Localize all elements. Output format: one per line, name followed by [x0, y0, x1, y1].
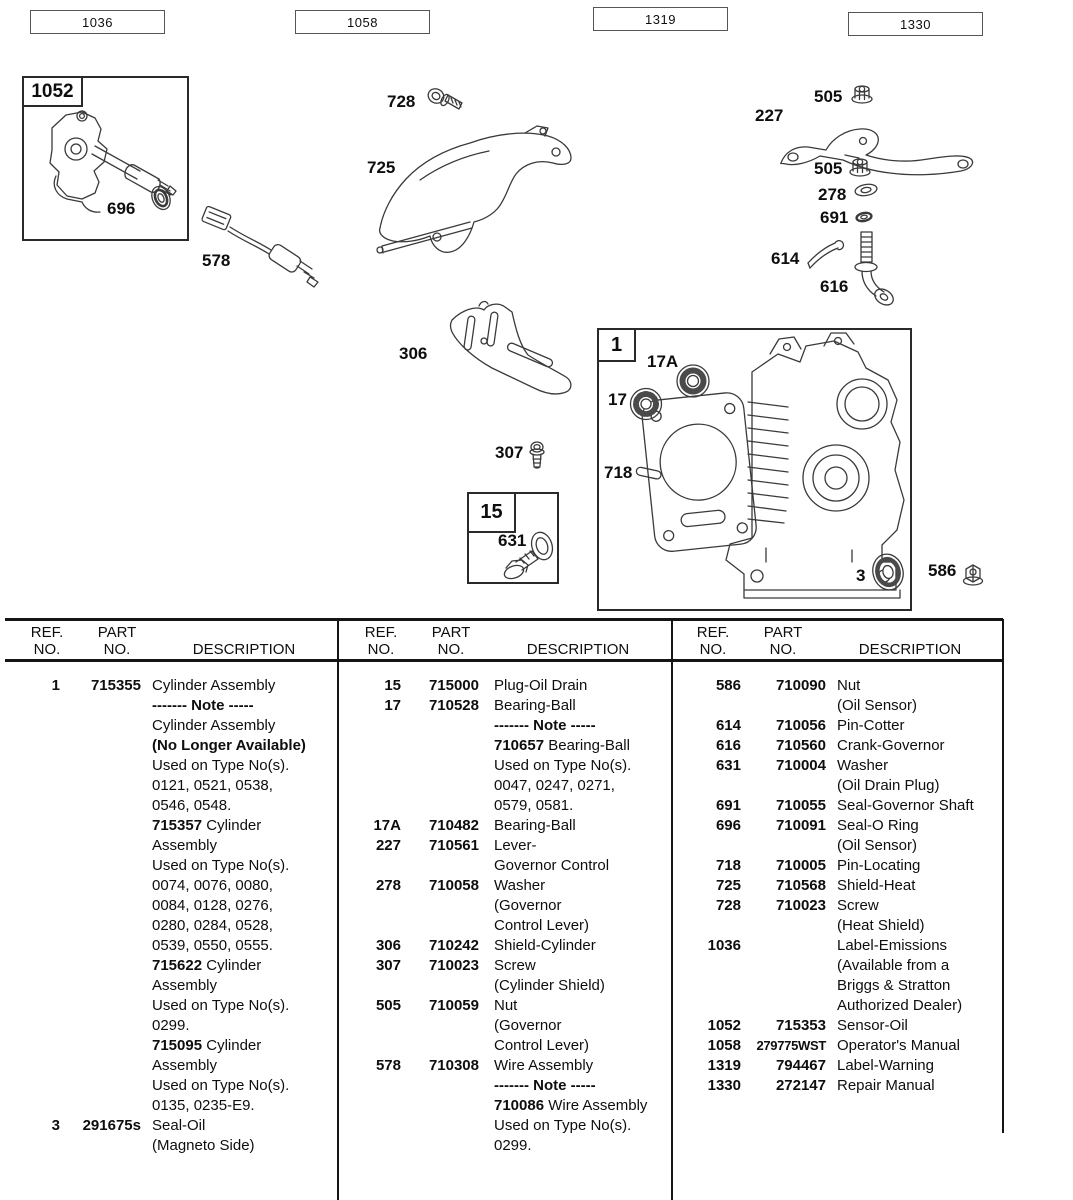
top-ref-box-1330: 1330 — [848, 12, 983, 36]
description-cell: Bearing-Ball ------- Note ----- 710657 Bearing-Ball Used on Type No(s). 0047, 0247, 0271, 0579, 0581. — [494, 697, 632, 814]
table-row — [339, 696, 669, 816]
description-cell: Shield-Cylinder — [494, 937, 596, 954]
description-cell: Seal-Oil (Magneto Side) — [152, 1117, 255, 1154]
ref-no-cell: 691 — [715, 797, 741, 814]
parts-table-column-3 — [673, 676, 1003, 1096]
part-no-cell: 794467 — [775, 1057, 826, 1074]
part-no-cell: 710528 — [428, 697, 479, 714]
part-no-cell: 710004 — [775, 757, 826, 774]
part-no-cell: 710005 — [775, 857, 826, 874]
part-no-cell: 710056 — [775, 717, 826, 734]
part-no-cell: 710090 — [775, 677, 826, 694]
table-header-col2 — [339, 624, 669, 660]
cylinder-shield-screw-drawing — [530, 442, 544, 468]
table-row — [339, 676, 669, 696]
description-header: DESCRIPTION — [526, 641, 630, 658]
top-ref-box-1319: 1319 — [593, 7, 728, 31]
callout-17: 17 — [608, 390, 627, 409]
cylinder-assembly-box-tag: 1 — [597, 328, 636, 362]
ref-no-header: REF. NO. — [364, 624, 398, 658]
part-no-cell: 715000 — [428, 677, 479, 694]
description-cell: Wire Assembly ------- Note ----- 710086 Wire Assembly Used on Type No(s). 0299. — [494, 1057, 648, 1154]
table-row — [339, 816, 669, 836]
ref-no-header: REF. NO. — [30, 624, 64, 658]
part-no-header: PART NO. — [763, 624, 803, 658]
heat-shield-drawing — [377, 126, 571, 253]
heat-shield-screw-drawing — [426, 86, 462, 109]
part-no-cell: 710308 — [428, 1057, 479, 1074]
ref-no-cell: 15 — [384, 677, 401, 694]
callout-728: 728 — [387, 92, 416, 111]
table-row — [673, 816, 1003, 856]
table-row — [673, 1076, 1003, 1096]
ref-no-cell: 307 — [375, 957, 401, 974]
oil-sensor-box-tag: 1052 — [22, 76, 83, 107]
ref-no-cell: 631 — [715, 757, 741, 774]
description-cell: Label-Emissions (Available from a Briggs & Stratton Authorized Dealer) — [837, 937, 963, 1014]
description-cell: Bearing-Ball — [494, 817, 576, 834]
ref-no-cell: 718 — [715, 857, 741, 874]
table-row — [673, 756, 1003, 796]
table-row — [339, 876, 669, 936]
table-row — [339, 836, 669, 876]
part-no-cell: 715355 — [90, 677, 141, 694]
part-no-header: PART NO. — [97, 624, 137, 658]
part-no-cell: 715353 — [775, 1017, 826, 1034]
ref-no-cell: 725 — [715, 877, 741, 894]
callout-505-lower: 505 — [814, 159, 843, 178]
governor-shaft-seal-drawing — [856, 212, 872, 222]
governor-lever-drawing — [781, 129, 973, 175]
table-row — [673, 676, 1003, 716]
description-cell: Shield-Heat — [837, 877, 916, 894]
part-no-cell: 710059 — [428, 997, 479, 1014]
wire-assembly-drawing — [201, 206, 318, 287]
callout-696: 696 — [107, 199, 136, 218]
table-header-col3 — [673, 624, 1003, 660]
oil-sensor-nut-drawing — [964, 565, 983, 585]
callout-278: 278 — [818, 185, 847, 204]
callout-306: 306 — [399, 344, 428, 363]
cylinder-shield-drawing — [451, 302, 571, 394]
table-row — [673, 796, 1003, 816]
description-cell: Seal-O Ring (Oil Sensor) — [837, 817, 919, 854]
top-ref-box-1058: 1058 — [295, 10, 430, 34]
description-cell: Seal-Governor Shaft — [837, 797, 974, 814]
part-no-cell: 710023 — [775, 897, 826, 914]
ref-no-cell: 1052 — [707, 1017, 741, 1034]
ref-no-cell: 578 — [375, 1057, 401, 1074]
ref-no-cell: 306 — [375, 937, 401, 954]
table-row — [673, 856, 1003, 876]
description-cell: Screw (Cylinder Shield) — [494, 957, 605, 994]
description-cell: Crank-Governor — [837, 737, 945, 754]
callout-227: 227 — [755, 106, 784, 125]
part-no-cell: 710242 — [428, 937, 479, 954]
ref-no-cell: 1330 — [707, 1077, 741, 1094]
ref-no-cell: 227 — [375, 837, 401, 854]
callout-631: 631 — [498, 531, 527, 550]
table-row — [339, 1056, 669, 1156]
part-no-cell: 710560 — [775, 737, 826, 754]
ref-no-cell: 278 — [375, 877, 401, 894]
callout-307: 307 — [495, 443, 524, 462]
governor-washer-drawing — [854, 183, 878, 198]
ref-no-cell: 728 — [715, 897, 741, 914]
description-cell: Label-Warning — [837, 1057, 934, 1074]
ref-no-cell: 505 — [375, 997, 401, 1014]
table-row — [673, 1036, 1003, 1056]
description-cell: Repair Manual — [837, 1077, 935, 1094]
ref-no-cell: 3 — [51, 1117, 60, 1134]
part-no-cell: 710482 — [428, 817, 479, 834]
description-cell: Plug-Oil Drain — [494, 677, 588, 694]
part-no-header: PART NO. — [431, 624, 471, 658]
ref-no-cell: 614 — [715, 717, 741, 734]
ref-no-cell: 616 — [715, 737, 741, 754]
description-header: DESCRIPTION — [192, 641, 296, 658]
table-row — [339, 936, 669, 956]
ref-no-cell: 1036 — [707, 937, 741, 954]
description-cell: Nut (Oil Sensor) — [837, 677, 918, 714]
description-cell: Lever- Governor Control — [494, 837, 610, 874]
parts-table-column-1 — [5, 676, 336, 1156]
top-ref-box-1036: 1036 — [30, 10, 165, 34]
table-row — [673, 1016, 1003, 1036]
part-no-cell: 710568 — [775, 877, 826, 894]
parts-table-column-2 — [339, 676, 669, 1156]
callout-17A: 17A — [647, 352, 679, 371]
description-cell: Pin-Cotter — [837, 717, 905, 734]
cotter-pin-drawing — [808, 241, 843, 268]
callout-614: 614 — [771, 249, 800, 268]
oil-sensor-box — [22, 76, 189, 241]
callout-3: 3 — [856, 566, 866, 585]
part-no-cell: 710561 — [428, 837, 479, 854]
ref-no-cell: 1 — [51, 677, 60, 694]
table-top-rule — [5, 618, 1003, 621]
part-no-cell — [741, 936, 826, 1016]
ref-no-cell: 1319 — [707, 1057, 741, 1074]
oil-drain-box-tag: 15 — [467, 492, 516, 533]
ref-no-cell: 586 — [715, 677, 741, 694]
description-cell: Sensor-Oil — [837, 1017, 908, 1034]
part-no-cell: 710058 — [428, 877, 479, 894]
table-row — [5, 676, 336, 1116]
description-cell: Screw (Heat Shield) — [837, 897, 925, 934]
table-row — [673, 716, 1003, 736]
table-row — [673, 736, 1003, 756]
callout-578: 578 — [202, 251, 231, 270]
ref-no-cell: 1058 — [707, 1037, 741, 1054]
callout-505-top: 505 — [814, 87, 843, 106]
ref-no-header: REF. NO. — [696, 624, 730, 658]
part-no-cell: 710023 — [428, 957, 479, 974]
callout-616: 616 — [820, 277, 849, 296]
table-row — [673, 1056, 1003, 1076]
description-header: DESCRIPTION — [858, 641, 962, 658]
description-cell: Washer (Governor Control Lever) — [494, 877, 590, 934]
ref-no-cell: 17A — [373, 817, 401, 834]
table-row — [5, 1116, 336, 1156]
table-row — [673, 876, 1003, 896]
part-no-cell: 710091 — [775, 817, 826, 834]
governor-nut-lower-drawing — [850, 159, 870, 176]
ref-no-cell: 696 — [715, 817, 741, 834]
governor-nut-top-drawing — [852, 86, 872, 103]
part-no-cell: 279775WST — [756, 1038, 826, 1053]
description-cell: Washer (Oil Drain Plug) — [837, 757, 940, 794]
callout-718: 718 — [604, 463, 633, 482]
callout-725: 725 — [367, 158, 396, 177]
table-row — [339, 996, 669, 1056]
part-no-cell: 272147 — [775, 1077, 826, 1094]
description-cell: Operator's Manual — [837, 1037, 960, 1054]
part-no-cell: 710055 — [775, 797, 826, 814]
ref-no-cell: 17 — [384, 697, 401, 714]
part-no-cell: 291675s — [82, 1117, 141, 1134]
description-cell: Cylinder Assembly ------- Note ----- Cylinder Assembly (No Longer Available) Used on Type No(s). 0121, 0521, 0538, 0546, 0548. 715357 Cylinder Assembly Used on Type No(s). 0074, 0076, 0080, 0084, 0128, 0276, 0280, 0284, 0528, 0539, 0550, 0555. 715622 Cylinder Assembly Used on Type No(s). 0299. 715095 Cylinder Assembly Used on Type No(s). 0135, 0235-E9. — [152, 677, 306, 1114]
table-header-col1 — [5, 624, 336, 660]
governor-crank-drawing — [855, 232, 896, 308]
table-row — [673, 896, 1003, 936]
description-cell: Pin-Locating — [837, 857, 921, 874]
callout-586: 586 — [928, 561, 957, 580]
description-cell: Nut (Governor Control Lever) — [494, 997, 590, 1054]
callout-691: 691 — [820, 208, 849, 227]
table-row — [339, 956, 669, 996]
table-row — [673, 936, 1003, 1016]
